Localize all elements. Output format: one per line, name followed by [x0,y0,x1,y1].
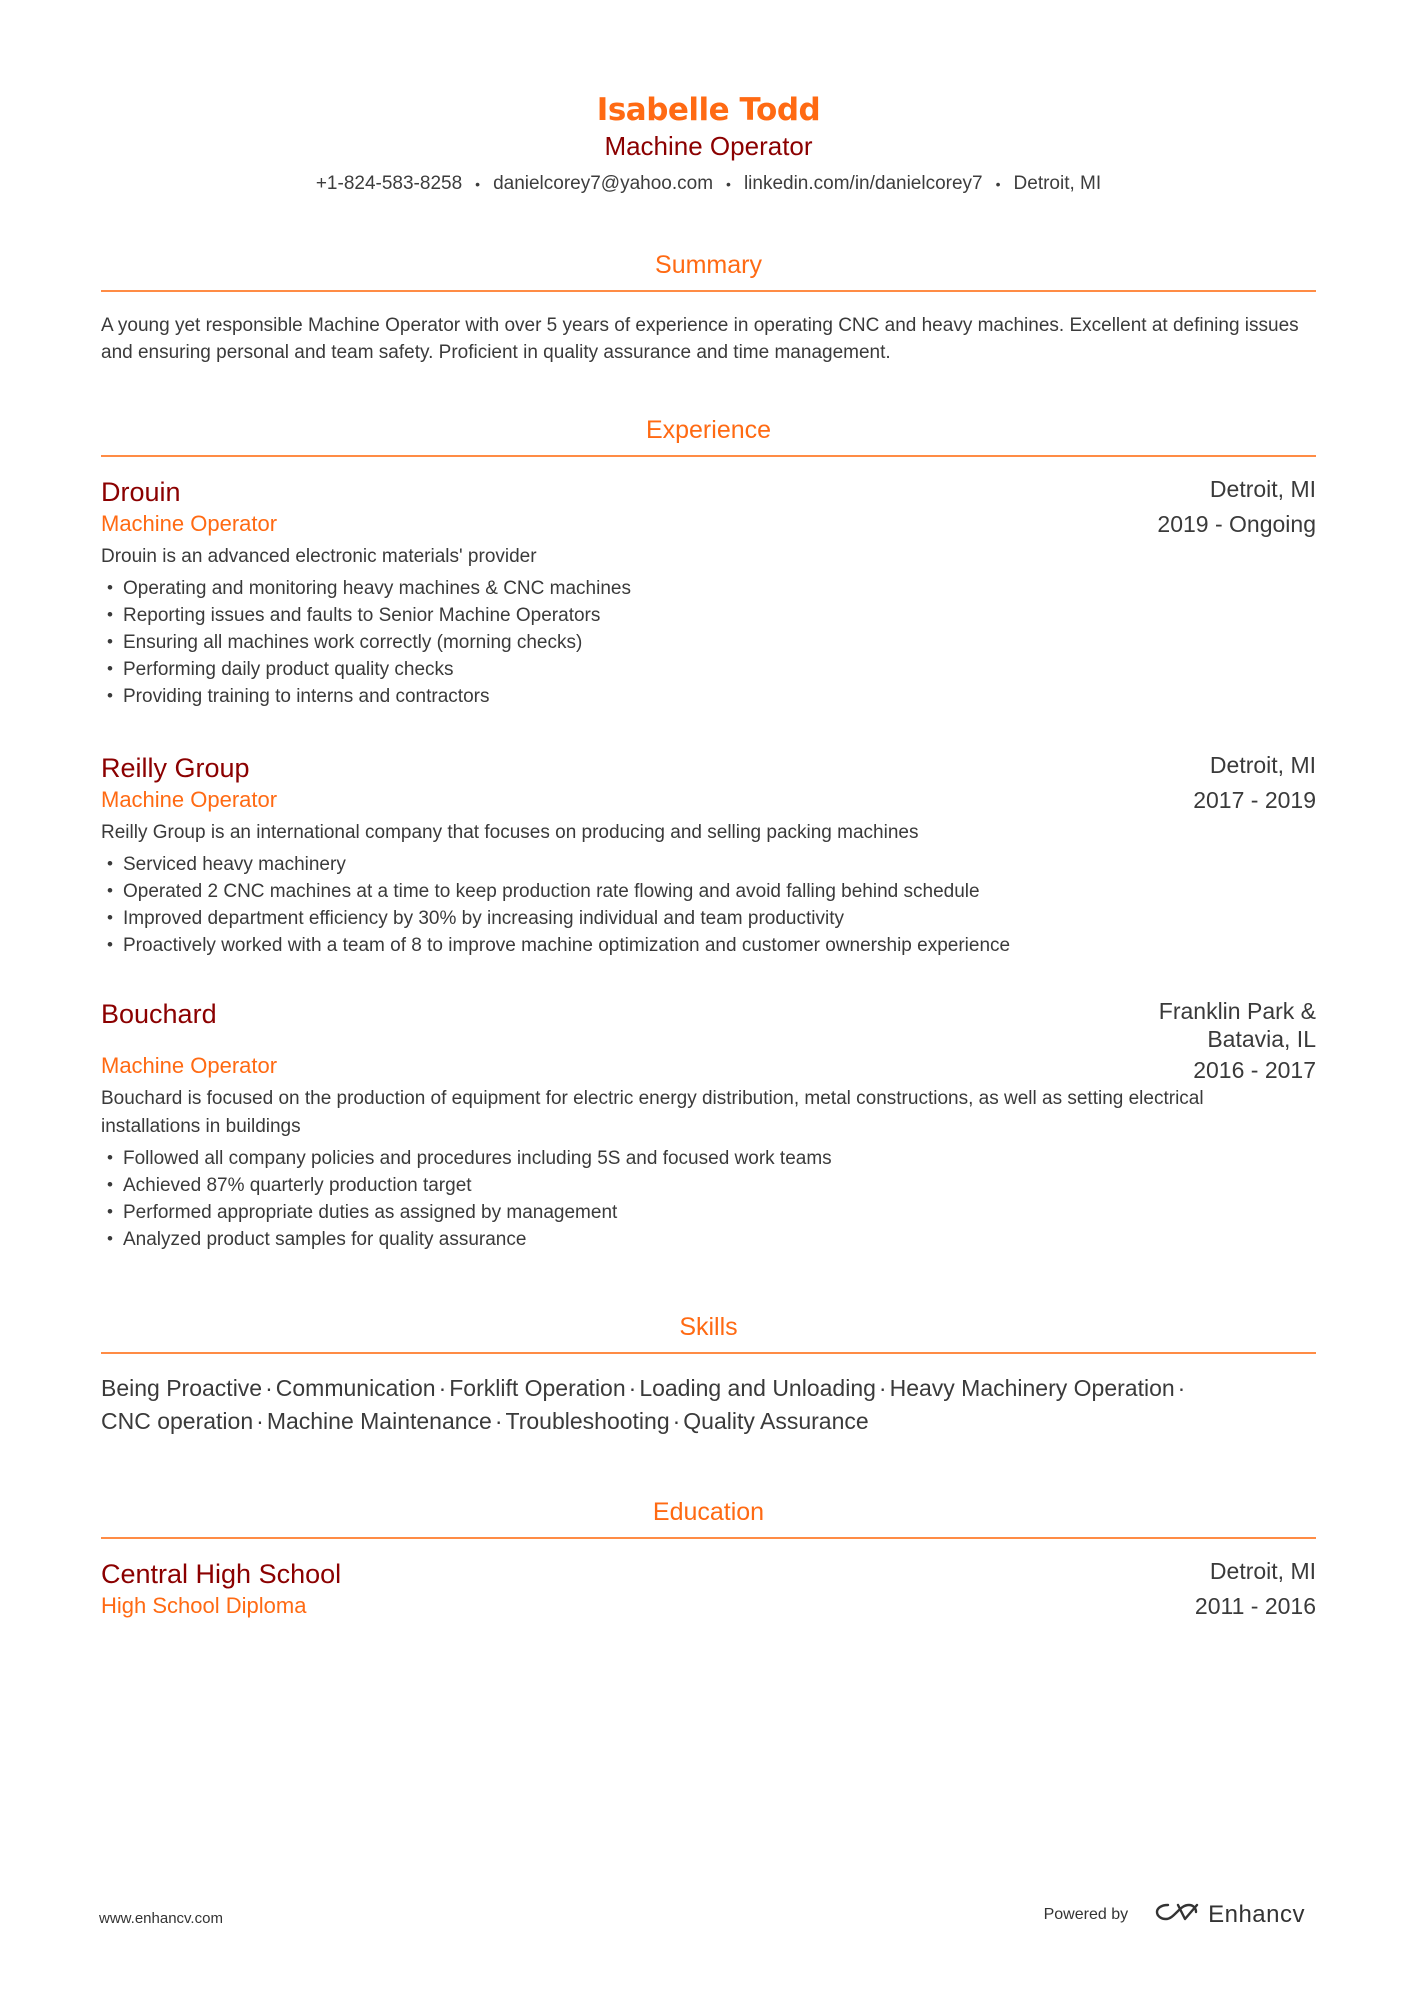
job-bullets [101,575,1316,710]
skill-item: Forklift Operation [449,1375,626,1402]
skill-item: CNC operation [101,1408,254,1435]
job-bullets [101,851,1316,959]
section-title-skills: Skills [101,1311,1316,1354]
education-location: Detroit, MI [1209,1558,1316,1585]
brand-name: Enhancv [1208,1900,1305,1928]
job-dates: 2017 - 2019 [1193,787,1316,814]
skill-separator: · [265,1375,273,1402]
powered-by-label: Powered by [1043,1905,1129,1923]
job-description: Bouchard is focused on the production of equipment for electric energy distribution, metal constructions, as well as setting electrical installations in buildings [101,1088,1204,1138]
skill-separator: · [672,1408,681,1435]
bullet-item: • Ensuring all machines work correctly (morning checks) [101,629,1316,656]
job-bullets [101,1145,1316,1253]
skill-item: Communication [275,1375,436,1402]
education-degree: High School Diploma [101,1593,307,1619]
skill-item: Quality Assurance [683,1408,869,1435]
section-title-experience: Experience [101,414,1316,457]
separator-dot: • [475,176,481,192]
email[interactable]: danielcorey7@yahoo.com [493,173,714,195]
skill-separator: · [1177,1375,1186,1402]
separator-dot: • [995,176,1001,192]
footer-branding [1044,1900,1305,1929]
summary-section [101,249,1316,366]
job-entry [101,751,1316,959]
bullet-item: • Achieved 87% quarterly production target [101,1172,1316,1199]
job-location-line2: Batavia, IL [1207,1026,1316,1053]
job-company: Drouin [101,477,181,508]
job-company: Bouchard [101,999,217,1030]
skill-item: Machine Maintenance [266,1408,492,1435]
education-section [101,1496,1316,1621]
bullet-item: • Performed appropriate duties as assigned by management [101,1199,1316,1226]
skill-item: Being Proactive [101,1375,263,1402]
phone[interactable]: +1-824-583-8258 [315,173,463,195]
summary-text: A young yet responsible Machine Operator with over 5 years of experience in operating CNC and heavy machines. Excellent at defining issues and ensuring personal and team safety. Proficient in quality assurance and time management. [101,315,1299,364]
job-title: Machine Operator [101,1053,278,1079]
skill-item: Heavy Machinery Operation [889,1375,1175,1402]
job-title: Machine Operator [101,511,278,537]
job-location: Detroit, MI [1209,476,1316,503]
job-title: Machine Operator [101,787,278,813]
skills-section [101,1311,1316,1438]
candidate-role: Machine Operator [604,131,813,161]
skill-separator: · [256,1408,264,1435]
job-location: Detroit, MI [1209,752,1316,779]
bullet-item: • Improved department efficiency by 30% by increasing individual and team productivity [101,905,1316,932]
education-meta [1195,1557,1316,1620]
bullet-item: • Proactively worked with a team of 8 to improve machine optimization and customer ownership experience [101,932,1316,959]
job-meta [1193,751,1316,814]
skill-item: Loading and Unloading [639,1375,876,1402]
job-entry [101,475,1316,710]
job-meta [1159,997,1316,1084]
skill-item: Troubleshooting [505,1408,670,1435]
enhancv-logo-icon [1154,1900,1200,1929]
location: Detroit, MI [1013,173,1102,195]
bullet-item: • Reporting issues and faults to Senior Machine Operators [101,602,1316,629]
footer-website[interactable]: www.enhancv.com [99,1910,223,1927]
job-location-line1: Franklin Park & [1158,998,1316,1025]
job-entry [101,997,1316,1253]
resume-page [101,90,1316,1621]
linkedin-link[interactable]: linkedin.com/in/danielcorey7 [743,173,983,195]
education-entry [101,1557,1316,1621]
skills-list [101,1372,1316,1438]
experience-section [101,414,1316,1253]
job-dates: 2019 - Ongoing [1157,511,1316,538]
section-title-education: Education [101,1496,1316,1539]
job-description: Drouin is an advanced electronic materials' provider [101,546,537,568]
job-description: Reilly Group is an international company that focuses on producing and selling packing machines [101,822,919,844]
bullet-item: • Providing training to interns and contractors [101,683,1316,710]
skill-separator: · [628,1375,637,1402]
candidate-name: Isabelle Todd [596,92,821,128]
education-school: Central High School [101,1559,342,1590]
bullet-item: • Serviced heavy machinery [101,851,1316,878]
job-company: Reilly Group [101,753,250,784]
job-meta [1157,475,1316,538]
bullet-item: • Operating and monitoring heavy machines & CNC machines [101,575,1316,602]
skill-separator: · [878,1375,887,1402]
bullet-item: • Performing daily product quality checks [101,656,1316,683]
contact-line [101,172,1316,196]
bullet-item: • Operated 2 CNC machines at a time to keep production rate flowing and avoid falling behind schedule [101,878,1316,905]
bullet-item: • Analyzed product samples for quality assurance [101,1226,1316,1253]
education-dates: 2011 - 2016 [1194,1593,1316,1620]
skill-separator: · [494,1408,503,1435]
resume-header [101,90,1316,196]
skill-separator: · [438,1375,447,1402]
job-dates: 2016 - 2017 [1193,1057,1316,1084]
separator-dot: • [726,176,731,192]
section-title-summary: Summary [101,249,1316,292]
bullet-item: • Followed all company policies and procedures including 5S and focused work teams [101,1145,1316,1172]
